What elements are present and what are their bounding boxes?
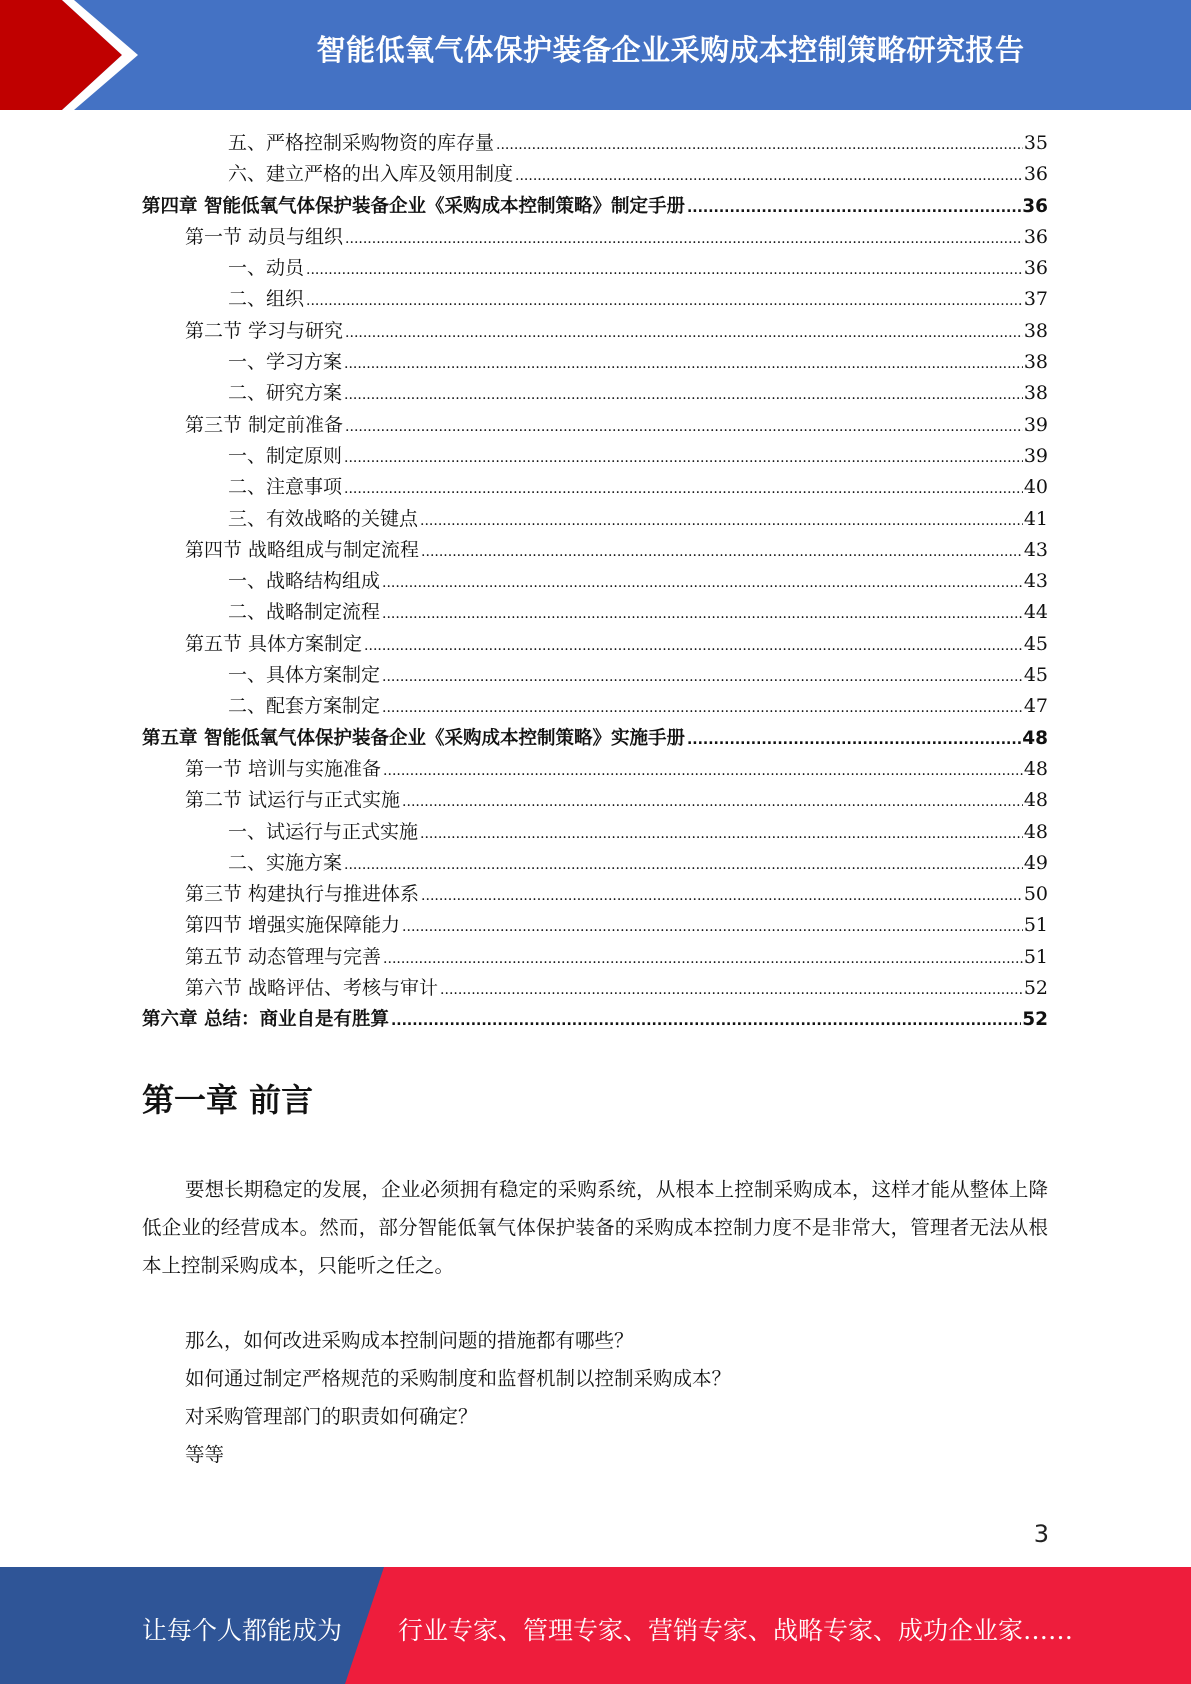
- toc-leader-dots: [440, 973, 1023, 1006]
- toc-entry-title: 第五节 动态管理与完善: [185, 945, 382, 968]
- toc-entry-page: 45: [1023, 664, 1048, 687]
- toc-entry-title: 第六节 战略评估、考核与审计: [185, 977, 439, 1000]
- toc-leader-dots: [306, 253, 1023, 286]
- toc-entry-page: 38: [1023, 382, 1048, 405]
- toc-leader-dots: [391, 1004, 1021, 1037]
- toc-entry[interactable]: [142, 378, 1048, 409]
- toc-entry-page: 49: [1023, 851, 1048, 874]
- toc-leader-dots: [344, 472, 1023, 505]
- toc-entry-page: 48: [1022, 727, 1048, 749]
- chapter-title: 第一章 前言: [142, 1081, 314, 1119]
- toc-entry-title: 第五节 具体方案制定: [185, 632, 363, 655]
- toc-leader-dots: [420, 817, 1023, 850]
- toc-entry[interactable]: [142, 723, 1048, 754]
- toc-leader-dots: [421, 879, 1023, 912]
- toc-leader-dots: [344, 378, 1023, 411]
- toc-entry-page: 39: [1023, 444, 1048, 467]
- toc-entry[interactable]: [142, 253, 1048, 284]
- toc-leader-dots: [344, 347, 1023, 380]
- toc-entry[interactable]: [142, 973, 1048, 1004]
- toc-entry-title: 第四节 增强实施保障能力: [185, 914, 401, 937]
- toc-entry-page: 52: [1023, 977, 1048, 1000]
- toc-entry-page: 36: [1023, 163, 1048, 186]
- toc-leader-dots: [420, 504, 1023, 537]
- toc-entry-title: 第五章 智能低氧气体保护装备企业《采购成本控制策略》实施手册: [142, 727, 685, 749]
- toc-entry-page: 38: [1023, 351, 1048, 374]
- toc-entry-title: 二、配套方案制定: [228, 695, 381, 718]
- toc-entry-page: 50: [1023, 883, 1048, 906]
- footer-slogan-right: 行业专家、管理专家、营销专家、战略专家、成功企业家……: [398, 1616, 1074, 1645]
- toc-entry-title: 一、学习方案: [228, 351, 343, 374]
- toc-entry-page: 41: [1023, 507, 1048, 530]
- toc-entry[interactable]: [142, 942, 1048, 973]
- toc-leader-dots: [306, 284, 1023, 317]
- toc-leader-dots: [382, 566, 1023, 599]
- toc-leader-dots: [383, 942, 1023, 975]
- toc-entry-title: 三、有效战略的关键点: [228, 507, 419, 530]
- toc-entry-page: 39: [1023, 413, 1048, 436]
- toc-leader-dots: [687, 723, 1021, 756]
- toc-entry[interactable]: [142, 191, 1048, 222]
- toc-entry-title: 五、严格控制采购物资的库存量: [228, 132, 495, 154]
- toc-entry[interactable]: [142, 159, 1048, 190]
- toc-entry-page: 51: [1023, 945, 1048, 968]
- footer-slogan-left: 让每个人都能成为: [142, 1616, 343, 1645]
- toc-entry[interactable]: [142, 1004, 1048, 1035]
- toc-entry-title: 一、试运行与正式实施: [228, 820, 419, 843]
- toc-leader-dots: [344, 441, 1023, 474]
- toc-entry-title: 一、战略结构组成: [228, 570, 381, 593]
- toc-leader-dots: [383, 754, 1023, 787]
- toc-entry-title: 第六章 总结：商业自是有胜算: [142, 1009, 389, 1031]
- toc-entry[interactable]: [142, 660, 1048, 691]
- toc-leader-dots: [402, 785, 1023, 818]
- toc-entry-title: 第三节 构建执行与推进体系: [185, 883, 420, 906]
- toc-entry-title: 六、建立严格的出入库及领用制度: [228, 163, 514, 186]
- toc-entry-page: 48: [1023, 757, 1048, 780]
- page-number: 3: [1033, 1520, 1049, 1548]
- toc-entry-title: 一、动员: [228, 257, 305, 280]
- toc-entry-page: 47: [1023, 695, 1048, 718]
- question-item: 那么，如何改进采购成本控制问题的措施都有哪些？: [185, 1329, 634, 1352]
- toc-entry-page: 43: [1023, 538, 1048, 561]
- toc-entry[interactable]: [142, 629, 1048, 660]
- toc-entry-page: 48: [1023, 789, 1048, 812]
- toc-entry[interactable]: [142, 535, 1048, 566]
- toc-entry[interactable]: [142, 410, 1048, 441]
- toc-entry-title: 二、实施方案: [228, 851, 343, 874]
- toc-entry-title: 二、研究方案: [228, 382, 343, 405]
- toc-leader-dots: [421, 535, 1023, 568]
- toc-entry-title: 第四章 智能低氧气体保护装备企业《采购成本控制策略》制定手册: [142, 195, 685, 217]
- toc-entry-title: 第一节 动员与组织: [185, 225, 344, 248]
- toc-leader-dots: [515, 159, 1023, 192]
- toc-entry-page: 45: [1023, 632, 1048, 655]
- toc-entry-page: 48: [1023, 820, 1048, 843]
- toc-entry[interactable]: [142, 817, 1048, 848]
- question-list: [185, 1322, 1045, 1474]
- toc-entry-page: 36: [1023, 225, 1048, 248]
- toc-entry[interactable]: [142, 504, 1048, 535]
- toc-entry-page: 36: [1022, 195, 1048, 217]
- toc-entry-page: 40: [1023, 476, 1048, 499]
- question-item: 对采购管理部门的职责如何确定？: [185, 1405, 478, 1428]
- toc-entry[interactable]: [142, 222, 1048, 253]
- toc-leader-dots: [345, 222, 1023, 255]
- intro-paragraph: 要想长期稳定的发展，企业必须拥有稳定的采购系统，从根本上控制采购成本，这样才能从整体上降低企业的经营成本。然而，部分智能低氧气体保护装备的采购成本控制力度不是非常大，管理者无法从根本上控制采购成本，只能听之任之。: [142, 1178, 1048, 1277]
- header-banner: [0, 0, 1191, 110]
- toc-leader-dots: [364, 629, 1023, 662]
- toc-entry-title: 第一节 培训与实施准备: [185, 757, 382, 780]
- toc-leader-dots: [344, 848, 1023, 881]
- toc-leader-dots: [345, 410, 1023, 443]
- toc-entry-page: 52: [1022, 1009, 1048, 1031]
- toc-entry[interactable]: [142, 566, 1048, 597]
- toc-entry[interactable]: [142, 284, 1048, 315]
- toc-leader-dots: [496, 128, 1023, 161]
- toc-entry-title: 第二节 学习与研究: [185, 319, 344, 342]
- toc-entry[interactable]: [142, 128, 1048, 159]
- toc-entry-title: 一、具体方案制定: [228, 664, 381, 687]
- toc-entry[interactable]: [142, 848, 1048, 879]
- toc-leader-dots: [687, 191, 1021, 224]
- toc-entry[interactable]: [142, 597, 1048, 628]
- toc-entry[interactable]: [142, 754, 1048, 785]
- toc-leader-dots: [382, 691, 1023, 724]
- toc-entry-title: 第四节 战略组成与制定流程: [185, 538, 420, 561]
- toc-entry-page: 44: [1023, 601, 1048, 624]
- toc-leader-dots: [382, 660, 1023, 693]
- toc-entry[interactable]: [142, 879, 1048, 910]
- toc-entry-page: 35: [1023, 132, 1048, 154]
- toc-entry[interactable]: [142, 441, 1048, 472]
- footer-banner: [0, 1567, 1191, 1684]
- toc-entry-page: 38: [1023, 319, 1048, 342]
- toc-entry-title: 第二节 试运行与正式实施: [185, 789, 401, 812]
- toc-entry-title: 二、组织: [228, 288, 305, 311]
- toc-entry-page: 36: [1023, 257, 1048, 280]
- toc-entry-title: 二、注意事项: [228, 476, 343, 499]
- toc-entry-page: 37: [1023, 288, 1048, 311]
- question-item: 如何通过制定严格规范的采购制度和监督机制以控制采购成本？: [185, 1367, 732, 1390]
- toc-entry-page: 51: [1023, 914, 1048, 937]
- document-title: 智能低氧气体保护装备企业采购成本控制策略研究报告: [316, 33, 1025, 67]
- toc-entry[interactable]: [142, 472, 1048, 503]
- toc-leader-dots: [402, 910, 1023, 943]
- table-of-contents: [142, 128, 1048, 1036]
- toc-entry-page: 43: [1023, 570, 1048, 593]
- toc-entry[interactable]: [142, 316, 1048, 347]
- toc-entry-title: 二、战略制定流程: [228, 601, 381, 624]
- toc-entry[interactable]: [142, 910, 1048, 941]
- toc-leader-dots: [345, 316, 1023, 349]
- question-item: 等等: [185, 1443, 225, 1466]
- toc-entry[interactable]: [142, 347, 1048, 378]
- toc-entry-title: 一、制定原则: [228, 444, 343, 467]
- chevron-arrow-icon: [0, 0, 150, 110]
- toc-entry[interactable]: [142, 785, 1048, 816]
- toc-entry-title: 第三节 制定前准备: [185, 413, 344, 436]
- toc-leader-dots: [382, 597, 1023, 630]
- toc-entry[interactable]: [142, 691, 1048, 722]
